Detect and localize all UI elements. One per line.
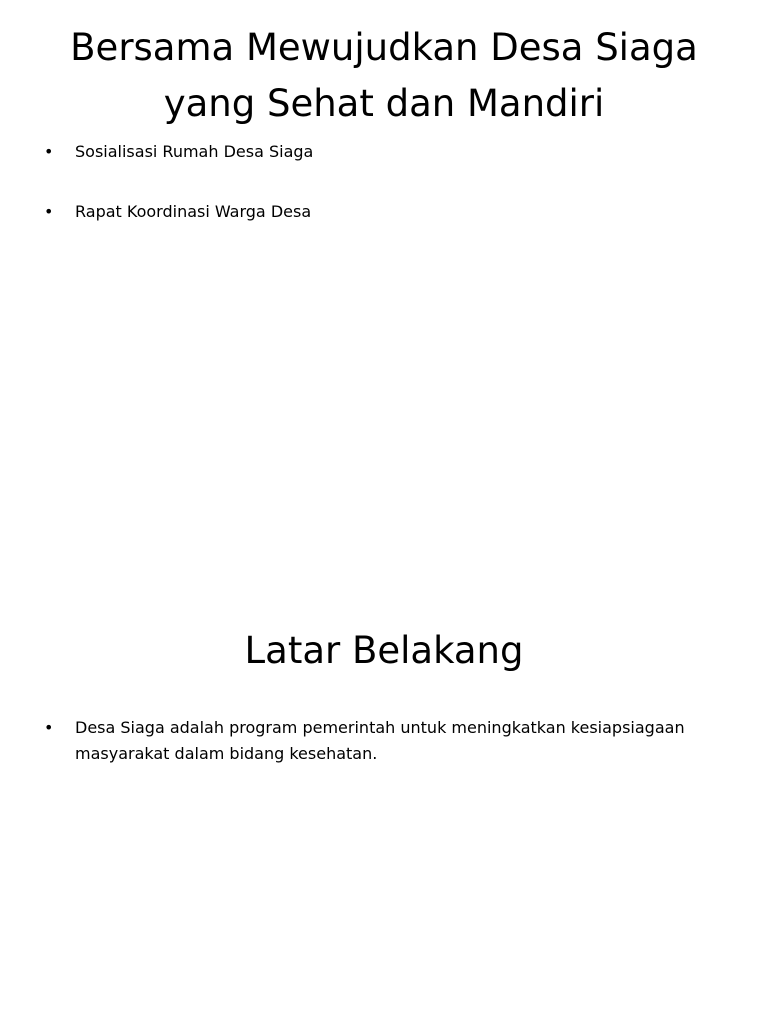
slide-2 [0,512,768,1024]
bullet-item [40,139,740,165]
bullet-text: Desa Siaga adalah program pemerintah untuk meningkatkan kesiapsiagaan masyarakat dalam bidang kesehatan. [75,718,685,763]
slide-1-title [20,20,748,132]
bullet-item [40,199,740,225]
slide-2-bullet-list [40,715,740,767]
bullet-icon: • [44,718,54,737]
bullet-icon: • [44,142,54,161]
bullet-icon: • [44,202,54,221]
slide-1-title-line-1: Bersama Mewujudkan Desa Siaga [70,26,698,69]
bullet-text: Rapat Koordinasi Warga Desa [75,202,312,221]
bullet-item [40,715,740,767]
bullet-text: Sosialisasi Rumah Desa Siaga [75,142,314,161]
slide-1-title-line-2: yang Sehat dan Mandiri [163,82,605,125]
slide-1-bullet-list [40,139,740,259]
slide-2-title: Latar Belakang [244,629,524,672]
